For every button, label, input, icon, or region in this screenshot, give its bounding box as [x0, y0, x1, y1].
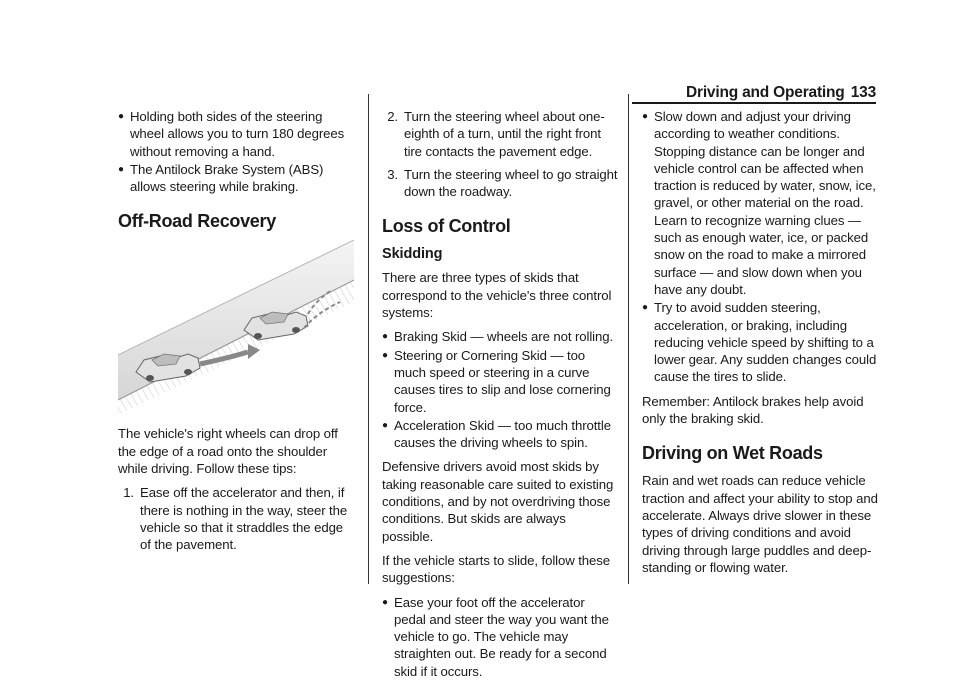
off-road-recovery-illustration — [118, 240, 354, 415]
list-item-text: Slow down and adjust your driving according to weather conditions. Stopping distance can be longer and vehicle control can be affected when traction is reduced by water, snow, ice, gravel, or other material on the road. Learn to recognize warning clues — such as enough water, ice, or packed snow on the road to make a mirrored surface — and slow down when you have any doubt. — [654, 109, 876, 297]
header-rule — [632, 102, 876, 104]
step-number: 2. — [387, 109, 398, 124]
column-divider — [368, 94, 369, 584]
body-paragraph: The vehicle's right wheels can drop off the edge of a road onto the shoulder while driving. Follow these tips: — [118, 426, 338, 477]
section-heading: Driving on Wet Roads — [642, 443, 823, 464]
numbered-step — [382, 108, 618, 160]
step-text: Ease off the accelerator and then, if there is nothing in the way, steer the vehicle so that it straddles the edge of the pavement. — [140, 485, 348, 553]
numbered-step — [382, 166, 618, 201]
column-middle — [382, 108, 618, 681]
list-item — [118, 108, 354, 160]
section-heading: Loss of Control — [382, 216, 511, 237]
bullet-icon: ● — [118, 163, 124, 175]
bullet-icon: ● — [118, 111, 124, 122]
step-text: Turn the steering wheel about one-eighth of a turn, until the right front tire contacts the pavement edge. — [404, 109, 605, 159]
step-text: Turn the steering wheel to go straight down the roadway. — [404, 166, 618, 200]
body-paragraph: There are three types of skids that correspond to the vehicle's three control systems: — [382, 270, 612, 321]
column-left — [118, 108, 354, 554]
list-item-text: Acceleration Skid — too much throttle causes the driving wheels to spin. — [394, 417, 611, 451]
list-item-text: Steering or Cornering Skid — too much speed or steering in a curve causes tires to slip and lose cornering force. — [394, 347, 611, 415]
list-item-text: Try to avoid sudden steering, acceleration, or braking, including reducing vehicle speed by shifting to a lower gear. Any sudden changes could cause the tires to slide. — [654, 300, 877, 385]
list-item-text: The Antilock Brake System (ABS) allows steering while braking. — [130, 161, 324, 195]
list-item — [382, 347, 618, 416]
numbered-step — [118, 484, 354, 553]
list-item — [642, 299, 878, 385]
list-item-text: Ease your foot off the accelerator pedal and steer the way you want the vehicle to go. The vehicle may straighten out. Be ready for a second skid if it occurs. — [394, 594, 609, 679]
list-item-text: Holding both sides of the steering wheel allows you to turn 180 degrees without removing a hand. — [130, 109, 345, 159]
body-paragraph: Rain and wet roads can reduce vehicle traction and affect your ability to stop and accelerate. Always drive slower in these types of driving conditions and avoid driving through large puddles and deep-standing or flowing water. — [642, 473, 878, 575]
page-number: 133 — [850, 84, 876, 101]
bullet-icon: ● — [382, 331, 388, 343]
list-item — [118, 161, 354, 196]
section-title: Driving and Operating — [686, 84, 845, 101]
body-paragraph: Remember: Antilock brakes help avoid only the braking skid. — [642, 393, 864, 427]
body-paragraph: If the vehicle starts to slide, follow these suggestions: — [382, 552, 610, 586]
bullet-icon: ● — [382, 596, 388, 608]
column-right — [642, 108, 878, 583]
step-number: 1. — [123, 485, 134, 501]
bullet-icon: ● — [642, 302, 648, 314]
bullet-icon: ● — [382, 349, 388, 361]
bullet-icon: ● — [382, 419, 388, 431]
list-item — [382, 417, 618, 452]
list-item-text: Braking Skid — wheels are not rolling. — [394, 329, 614, 345]
section-heading: Off-Road Recovery — [118, 211, 276, 232]
body-paragraph: Defensive drivers avoid most skids by taking reasonable care suited to existing conditions, and by not overdriving those conditions. But skids are always possible. — [382, 459, 614, 544]
step-number: 3. — [387, 166, 398, 182]
bullet-icon: ● — [642, 111, 648, 122]
list-item — [642, 108, 878, 298]
list-item — [382, 594, 618, 680]
list-item — [382, 328, 618, 345]
column-divider — [628, 94, 629, 584]
subsection-heading: Skidding — [382, 246, 443, 263]
